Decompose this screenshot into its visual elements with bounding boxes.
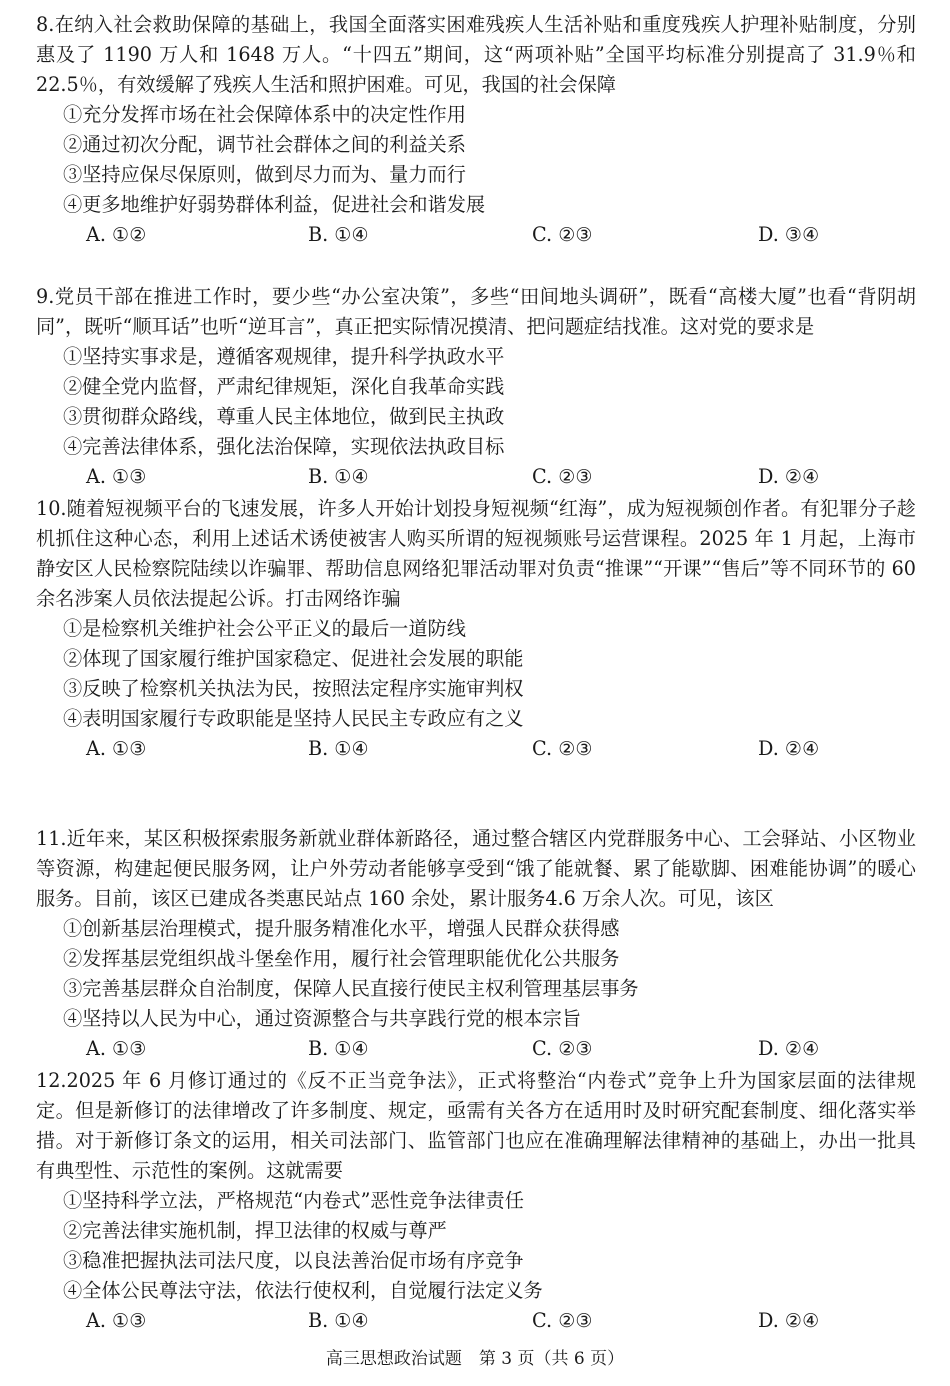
choice-c: C. ②③ bbox=[532, 1309, 593, 1332]
question-text: 在纳入社会救助保障的基础上，我国全面落实困难残疾人生活补贴和重度残疾人护理补贴制度，分别惠及了 1190 万人和 1648 万人。“十四五”期间，这“两项补贴”全国平均标准分别提高了 31.9％和 22.5％，有效缓解了残疾人生活和照护困难。可见，我国的社会保障 bbox=[36, 13, 916, 96]
question-stem bbox=[36, 10, 916, 100]
choice-b: B. ①④ bbox=[308, 737, 369, 760]
question-9 bbox=[36, 282, 916, 492]
question-stem bbox=[36, 282, 916, 342]
statement-1: ①坚持实事求是，遵循客观规律，提升科学执政水平 bbox=[63, 345, 505, 368]
choice-c: C. ②③ bbox=[532, 223, 593, 246]
question-text: 近年来，某区积极探索服务新就业群体新路径，通过整合辖区内党群服务中心、工会驿站、小区物业等资源，构建起便民服务网，让户外劳动者能够享受到“饿了能就餐、累了能歇脚、困难能协调”的暖心服务。目前，该区已建成各类惠民站点 160 余处，累计服务4.6 万余人次。可见，该区 bbox=[36, 827, 916, 910]
choice-c: C. ②③ bbox=[532, 737, 593, 760]
statement-4: ④表明国家履行专政职能是坚持人民民主专政应有之义 bbox=[63, 707, 524, 730]
choice-b: B. ①④ bbox=[308, 465, 369, 488]
statement-2: ②健全党内监督，严肃纪律规矩，深化自我革命实践 bbox=[63, 375, 505, 398]
answer-choices bbox=[36, 1034, 916, 1064]
question-text: 随着短视频平台的飞速发展，许多人开始计划投身短视频“红海”，成为短视频创作者。有犯罪分子趁机抓住这种心态，利用上述话术诱使被害人购买所谓的短视频账号运营课程。2025 年 1 月起，上海市静安区人民检察院陆续以诈骗罪、帮助信息网络犯罪活动罪对负责“推课”“开课”“售后”等不同环节的 60 余名涉案人员依法提起公诉。打击网络诈骗 bbox=[36, 497, 916, 610]
answer-choices bbox=[36, 1306, 916, 1336]
choice-c: C. ②③ bbox=[532, 465, 593, 488]
statement-4: ④全体公民尊法守法，依法行使权利，自觉履行法定义务 bbox=[63, 1279, 543, 1302]
question-stem bbox=[36, 1066, 916, 1186]
statement-4: ④坚持以人民为中心，通过资源整合与共享践行党的根本宗旨 bbox=[63, 1007, 582, 1030]
question-number: 12. bbox=[36, 1069, 67, 1092]
question-10 bbox=[36, 494, 916, 764]
choice-c: C. ②③ bbox=[532, 1037, 593, 1060]
question-number: 8. bbox=[36, 13, 55, 36]
choice-a: A. ①③ bbox=[86, 1037, 147, 1060]
question-12 bbox=[36, 1066, 916, 1336]
question-text: 党员干部在推进工作时，要少些“办公室决策”，多些“田间地头调研”，既看“高楼大厦”也看“背阴胡同”，既听“顺耳话”也听“逆耳言”，真正把实际情况摸清、把问题症结找准。这对党的要求是 bbox=[36, 285, 916, 338]
choice-d: D. ②④ bbox=[758, 1309, 820, 1332]
statement-3: ③贯彻群众路线，尊重人民主体地位，做到民主执政 bbox=[63, 405, 505, 428]
question-number: 9. bbox=[36, 285, 55, 308]
statement-3: ③完善基层群众自治制度，保障人民直接行使民主权利管理基层事务 bbox=[63, 977, 639, 1000]
choice-a: A. ①③ bbox=[86, 465, 147, 488]
statement-1: ①坚持科学立法，严格规范“内卷式”恶性竞争法律责任 bbox=[63, 1189, 524, 1212]
statement-3: ③稳准把握执法司法尺度，以良法善治促市场有序竞争 bbox=[63, 1249, 524, 1272]
question-11 bbox=[36, 824, 916, 1064]
choice-d: D. ②④ bbox=[758, 1037, 820, 1060]
choice-b: B. ①④ bbox=[308, 223, 369, 246]
question-stem bbox=[36, 824, 916, 914]
question-text: 2025 年 6 月修订通过的《反不正当竞争法》，正式将整治“内卷式”竞争上升为国家层面的法律规定。但是新修订的法律增改了许多制度、规定，亟需有关各方在适用时及时研究配套制度、细化落实举措。对于新修订条文的运用，相关司法部门、监管部门也应在准确理解法律精神的基础上，办出一批具有典型性、示范性的案例。这就需要 bbox=[36, 1069, 916, 1182]
choice-d: D. ②④ bbox=[758, 465, 820, 488]
choice-d: D. ②④ bbox=[758, 737, 820, 760]
statement-2: ②通过初次分配，调节社会群体之间的利益关系 bbox=[63, 133, 466, 156]
answer-choices bbox=[36, 220, 916, 250]
statement-3: ③反映了检察机关执法为民，按照法定程序实施审判权 bbox=[63, 677, 524, 700]
statement-2: ②发挥基层党组织战斗堡垒作用，履行社会管理职能优化公共服务 bbox=[63, 947, 620, 970]
page-footer: 高三思想政治试题 第 3 页（共 6 页） bbox=[325, 1349, 625, 1369]
question-number: 10. bbox=[36, 497, 67, 520]
answer-choices bbox=[36, 734, 916, 764]
statement-1: ①充分发挥市场在社会保障体系中的决定性作用 bbox=[63, 103, 466, 126]
question-stem bbox=[36, 494, 916, 614]
answer-choices bbox=[36, 462, 916, 492]
choice-b: B. ①④ bbox=[308, 1037, 369, 1060]
choice-b: B. ①④ bbox=[308, 1309, 369, 1332]
question-8 bbox=[36, 10, 916, 250]
statement-3: ③坚持应保尽保原则，做到尽力而为、量力而行 bbox=[63, 163, 466, 186]
choice-a: A. ①② bbox=[86, 223, 147, 246]
choice-a: A. ①③ bbox=[86, 1309, 147, 1332]
statement-4: ④完善法律体系，强化法治保障，实现依法执政目标 bbox=[63, 435, 505, 458]
choice-a: A. ①③ bbox=[86, 737, 147, 760]
choice-d: D. ③④ bbox=[758, 223, 820, 246]
statement-2: ②完善法律实施机制，捍卫法律的权威与尊严 bbox=[63, 1219, 447, 1242]
statement-1: ①是检察机关维护社会公平正义的最后一道防线 bbox=[63, 617, 466, 640]
statement-2: ②体现了国家履行维护国家稳定、促进社会发展的职能 bbox=[63, 647, 524, 670]
question-number: 11. bbox=[36, 827, 67, 850]
statement-1: ①创新基层治理模式，提升服务精准化水平，增强人民群众获得感 bbox=[63, 917, 620, 940]
statement-4: ④更多地维护好弱势群体利益，促进社会和谐发展 bbox=[63, 193, 486, 216]
